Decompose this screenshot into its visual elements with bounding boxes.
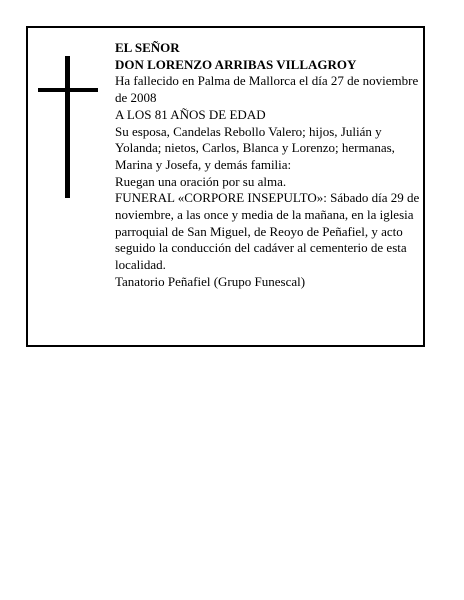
death-info: Ha fallecido en Palma de Mallorca el día 27 de noviembre de 2008: [115, 73, 419, 106]
funeral-details: FUNERAL «CORPORE INSEPULTO»: Sábado día 29 de noviembre, a las once y media de la mañana, en la iglesia parroquial de San Miguel, de Reoyo de Peñafiel, y acto seguido la conducción del cadáver al cementerio de esta localidad.: [115, 190, 420, 273]
obituary-notice: [26, 26, 425, 347]
cross-horizontal-bar: [38, 88, 98, 92]
deceased-name: DON LORENZO ARRIBAS VILLAGROY: [115, 56, 357, 72]
funeral-home: Tanatorio Peñafiel (Grupo Funescal): [115, 273, 306, 289]
family-list: Su esposa, Candelas Rebollo Valero; hijos, Julián y Yolanda; nietos, Carlos, Blanca y Lorenzo; hermanas, Marina y Josefa, y demás familia:: [115, 123, 395, 172]
cross-icon: [38, 56, 98, 198]
prayer-request: Ruegan una oración por su alma.: [115, 173, 287, 189]
cross-vertical-bar: [65, 56, 70, 198]
notice-text: [115, 40, 420, 291]
age-line: A LOS 81 AÑOS DE EDAD: [115, 106, 266, 122]
title-line: EL SEÑOR: [115, 40, 180, 55]
